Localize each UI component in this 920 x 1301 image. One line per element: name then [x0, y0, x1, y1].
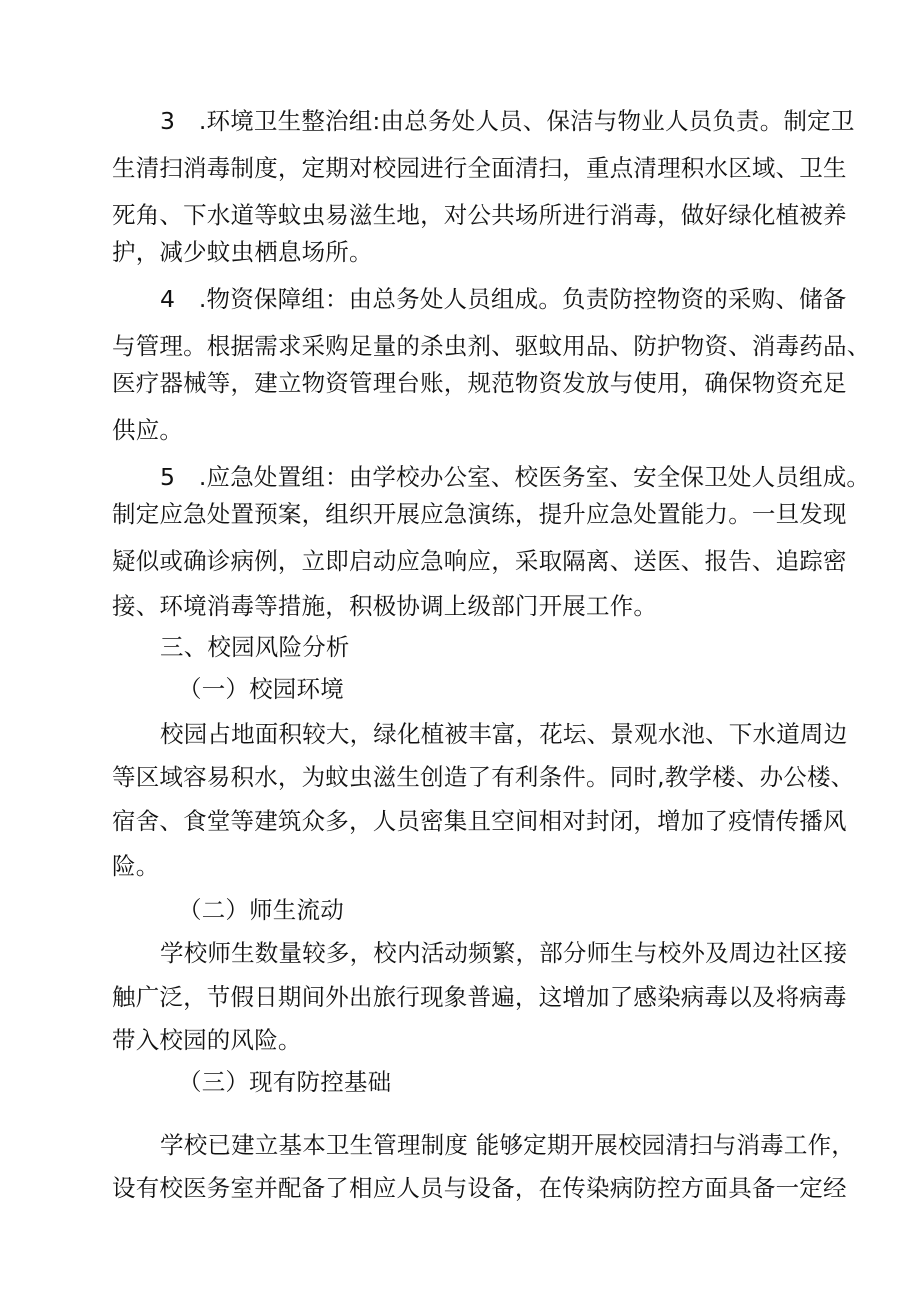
paragraph-3-line-2: 生清扫消毒制度，定期对校园进行全面清扫，重点清理积水区域、卫生: [112, 154, 847, 182]
paragraph-3-line-1: 3 .环境卫生整治组:由总务处人员、保洁与物业人员负责。制定卫: [160, 107, 855, 135]
paragraph-3-line-3: 死角、下水道等蚊虫易滋生地，对公共场所进行消毒，做好绿化植被养: [112, 201, 847, 229]
paragraph-5-line-4: 接、环境消毒等措施，积极协调上级部门开展工作。: [112, 592, 658, 620]
paragraph-5-line-3: 疑似或确诊病例，立即启动应急响应，采取隔离、送医、报告、追踪密: [112, 547, 847, 575]
campus-environment-line-4: 险。: [112, 852, 160, 880]
campus-environment-line-1: 校园占地面积较大，绿化植被丰富，花坛、景观水池、下水道周边: [160, 720, 848, 748]
campus-environment-line-3: 宿舍、食堂等建筑众多，人员密集且空间相对封闭，增加了疫情传播风: [112, 807, 847, 835]
mobility-line-3: 带入校园的风险。: [112, 1026, 302, 1054]
prevention-basis-line-1: 学校已建立基本卫生管理制度 能够定期开展校园清扫与消毒工作，: [160, 1131, 855, 1159]
section-heading-risk-analysis: 三、校园风险分析: [160, 633, 350, 661]
paragraph-4-line-1: 4 .物资保障组：由总务处人员组成。负责防控物资的采购、储备: [160, 285, 847, 313]
paragraph-3-line-4: 护，减少蚊虫栖息场所。: [112, 238, 373, 266]
paragraph-4-line-3: 医疗器械等，建立物资管理台账，规范物资发放与使用，确保物资充足: [112, 369, 847, 397]
prevention-basis-line-2: 设有校医务室并配备了相应人员与设备，在传染病防控方面具备一定经: [112, 1174, 847, 1202]
paragraph-4-line-2: 与管理。根据需求采购足量的杀虫剂、驱蚊用品、防护物资、消毒药品、: [112, 332, 871, 360]
paragraph-5-line-1: 5 .应急处置组：由学校办公室、校医务室、安全保卫处人员组成。: [160, 463, 871, 491]
mobility-line-1: 学校师生数量较多，校内活动频繁，部分师生与校外及周边社区接: [160, 939, 848, 967]
paragraph-4-line-4: 供应。: [112, 416, 184, 444]
mobility-line-2: 触广泛，节假日期间外出旅行现象普遍，这增加了感染病毒以及将病毒: [112, 983, 847, 1011]
subheading-existing-prevention-basis: （三）现有防控基础: [178, 1068, 392, 1096]
subheading-campus-environment: （一）校园环境: [178, 675, 344, 703]
paragraph-5-line-2: 制定应急处置预案，组织开展应急演练，提升应急处置能力。一旦发现: [112, 500, 847, 528]
subheading-teacher-student-mobility: （二）师生流动: [178, 896, 344, 924]
campus-environment-line-2: 等区域容易积水，为蚊虫滋生创造了有利条件。同时,教学楼、办公楼、: [112, 763, 855, 791]
